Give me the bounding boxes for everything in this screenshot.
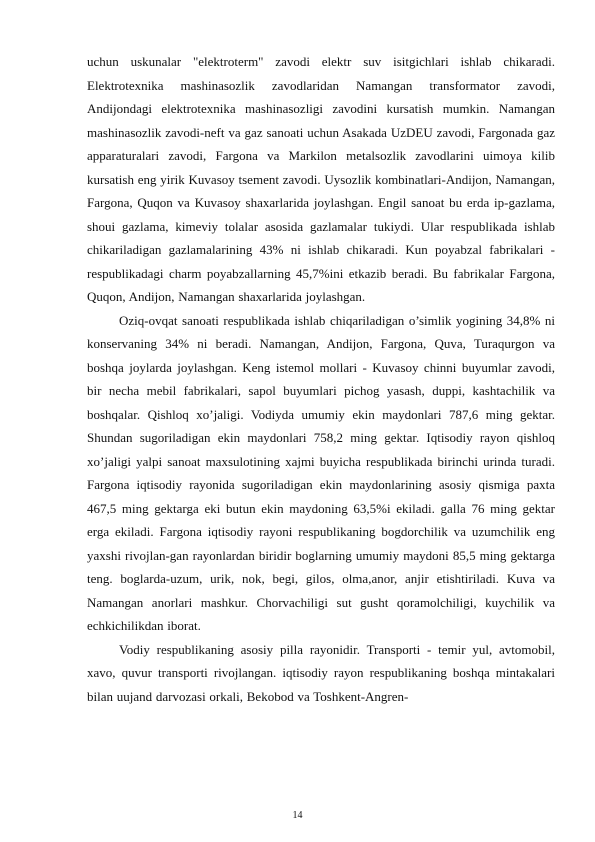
page-number: 14	[292, 810, 303, 821]
body-text	[87, 50, 555, 708]
paragraph-1: uchun uskunalar "elektroterm" zavodi elektr suv isitgichlari ishlab chikaradi. Elektrotexnika mashinasozlik zavodlaridan Namangan transformator zavodi, Andijondagi elektrotexnika mashinasozligi zavodini kursatish mumkin. Namangan mashinasozlik zavodi-neft va gaz sanoati uchun Asakada UzDEU zavodi, Fargonada gaz apparaturalari zavodi, Fargona va Markilon metalsozlik zavodlarini uimoya kilib kursatish eng yirik Kuvasoy tsement zavodi. Uysozlik kombinatlari-Andijon, Namangan, Fargona, Quqon va Kuvasoy shaxarlarida joylashgan. Engil sanoat bu erda ip-gazlama, shoui gazlama, kimeviy tolalar asosida gazlamalar tukiydi. Ular respublikada ishlab chikariladigan gazlamalarining 43% ni ishlab chikaradi. Kun poyabzal fabrikalari - respublikadagi charm poyabzallarning 45,7%ini etkazib beradi. Bu fabrikalar Fargona, Quqon, Andijon, Namangan shaxarlarida joylashgan.	[87, 54, 555, 304]
paragraph-2: Oziq-ovqat sanoati respublikada ishlab chiqariladigan o’simlik yogining 34,8% ni konservaning 34% ni beradi. Namangan, Andijon, Fargona, Quva, Turaqurgon va boshqa joylarda joylashgan. Keng istemol mollari - Kuvasoy chinni buyumlar zavodi, bir necha mebil fabrikalari, sapol buyumlari pichog yasash, duppi, kashtachilik va boshqalar. Qishloq xo’jaligi. Vodiyda umumiy ekin maydonlari 787,6 ming gektar. Shundan sugoriladigan ekin maydonlari 758,2 ming gektar. Iqtisodiy rayon qishloq xo’jaligi yalpi sanoat maxsulotining xajmi buyicha respublikada birinchi urinda turadi. Fargona iqtisodiy rayonida sugoriladigan ekin maydonlarining asosiy qismiga paxta 467,5 ming gektarga eki butun ekin maydoning 63,5%i ekiladi. galla 76 ming gektar erga ekiladi. Fargona iqtisodiy rayoni respublikaning bogdorchilik va uzumchilik eng yaxshi rivojlan-gan rayonlardan biridir boglarning umumiy maydoni 85,5 ming gektarga teng. boglarda-uzum, urik, nok, begi, gilos, olma,anor, anjir etishtiriladi. Kuva va Namangan anorlari mashkur. Chorvachiligi sut gusht qoramolchiligi, kuychilik va echkichilikdan iborat.	[87, 312, 555, 633]
paragraph-3: Vodiy respublikaning asosiy pilla rayonidir. Transporti - temir yul, avtomobil, xavo, quvur transporti rivojlangan. iqtisodiy rayon respublikaning boshqa mintakalari bilan uujand darvozasi orkali, Bekobod va Toshkent-Angren-	[87, 641, 555, 704]
